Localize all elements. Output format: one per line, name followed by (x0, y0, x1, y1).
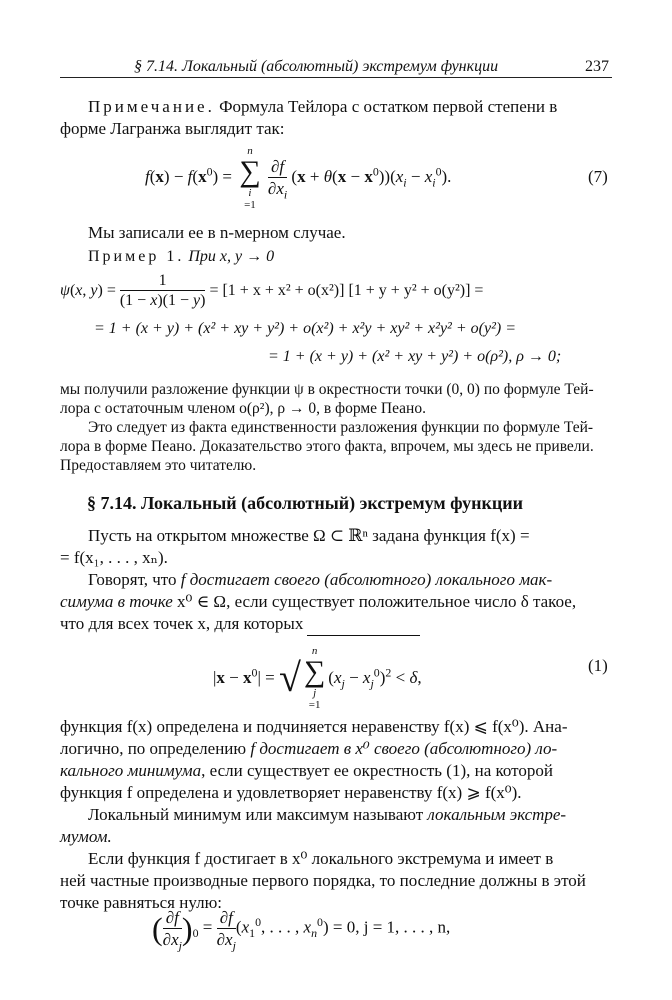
p3-l2-italic: f достигает в x⁰ своего (абсолютного) ло- (250, 739, 558, 758)
taylor-formula: $f(x) - f(x^0)$ = n ∑ i =1 $\frac{\partial f}{\partial x_i}$ $(x + \theta(x - x^0))(x_i - x_i^0)$. (145, 145, 452, 211)
neighborhood-formula: $|x - x^0|$ = √ n ∑ j =1 $(x_j - x_j^0)^2 < \delta$, (213, 645, 422, 711)
example-para-2-line-2: лора в форме Пеано. Доказательство этого факта, впрочем, мы здесь не привели. (60, 438, 594, 455)
psi-expansion-line-3: = 1 + (x + y) + (x² + xy + y²) + o(ρ²), ρ → 0; (268, 348, 562, 365)
section-para-5-line-3: точке равняться нулю: (60, 893, 222, 912)
example-lead: Пример 1. (88, 248, 185, 265)
header-rule (60, 77, 612, 78)
note-line-1 (88, 96, 557, 118)
page-number: 237 (585, 58, 609, 75)
section-para-3-line-1: функция f(x) определена и подчиняется неравенству f(x) ⩽ f(x⁰). Ана- (60, 717, 568, 736)
p4-l1-italic: локальным экстре- (427, 805, 567, 824)
equation-number-1: (1) (588, 656, 608, 675)
note-line-2: форме Лагранжа выглядит так: (60, 119, 285, 138)
stationarity-formula: ( $\frac{\partial f}{\partial x_j}$ )$_0$ = $\frac{\partial f}{\partial x_j}$ ($x_1^0$, . . . , $x_n^0) = 0$, j = 1, . . . , n, (152, 908, 451, 952)
section-title: § 7.14. Локальный (абсолютный) экстремум функции (87, 493, 524, 513)
p3-l3-plain: , если существует ее окрестность (1), на которой (201, 761, 553, 780)
p4-l1-plain: Локальный минимум или максимум называют (88, 805, 428, 824)
stationarity-tail: = 0, j = 1, . . . , n, (332, 917, 451, 937)
example-para-1-line-1: мы получили разложение функции ψ в окрестности точки (0, 0) по формуле Тей- (60, 381, 594, 398)
note-text-1: Формула Тейлора с остатком первой степени в (219, 97, 558, 116)
p3-l2-plain: логично, по определению (60, 739, 251, 758)
section-para-3-line-4: функция f определена и удовлетворяет неравенству f(x) ⩾ f(x⁰). (60, 783, 522, 802)
section-para-4-line-2: мумом. (60, 827, 112, 846)
psi-line-1-rhs: = [1 + x + x² + o(x²)] [1 + y + y² + o(y²)] = (209, 282, 484, 300)
section-para-2-line-2 (60, 591, 576, 613)
example-para-1-line-2: лора с остаточным членом o(ρ²), ρ → 0, в форме Пеано. (60, 400, 426, 417)
section-para-2-line-3: что для всех точек x, для которых (60, 614, 304, 633)
section-para-1-line-1: Пусть на открытом множестве Ω ⊂ ℝⁿ задана функция f(x) = (88, 526, 530, 545)
section-para-3-line-3 (60, 760, 553, 782)
section-para-5-line-1: Если функция f достигает в x⁰ локального экстремума и имеет в (88, 849, 554, 868)
p2-l1-plain: Говорят, что (88, 570, 181, 589)
section-para-4-line-1 (88, 804, 566, 826)
p2-l2-plain: x⁰ ∈ Ω, если существует положительное число δ такое, (172, 592, 577, 611)
p2-l2-italic: симума в точке (60, 592, 173, 611)
note-lead: Примечание. (88, 97, 215, 116)
example-para-2-line-1: Это следует из факта единственности разложения функции по формуле Тей- (88, 419, 594, 436)
p3-l3-italic: кального минимума (60, 761, 202, 780)
section-para-3-line-2 (60, 738, 557, 760)
example-heading (88, 246, 274, 267)
section-para-5-line-2: ней частные производные первого порядка, то последние должны в этой (60, 871, 586, 890)
section-para-1-line-2: = f(x₁, . . . , xₙ). (60, 548, 168, 567)
p2-l1-italic: f достигает своего (абсолютного) локального мак- (180, 570, 553, 589)
example-para-2-line-3: Предоставляем это читателю. (60, 457, 257, 474)
example-condition: При x, y → 0 (188, 248, 275, 265)
equation-number-7: (7) (588, 167, 608, 186)
psi-expansion-line-2: = 1 + (x + y) + (x² + xy + y²) + o(x²) + x²y + xy² + x²y² + o(y²) = (94, 320, 516, 337)
note-after: Мы записали ее в n-мерном случае. (88, 223, 346, 242)
psi-expansion-line-1: ψ(x, y) = $\frac{1}{(1 - x)(1 - y)}$ = [1 + x + x² + o(x²)] [1 + y + y² + o(y²)] = (60, 272, 484, 310)
root-overline (307, 635, 420, 636)
section-para-2-line-1 (88, 569, 552, 591)
running-title: § 7.14. Локальный (абсолютный) экстремум функции (134, 58, 499, 75)
